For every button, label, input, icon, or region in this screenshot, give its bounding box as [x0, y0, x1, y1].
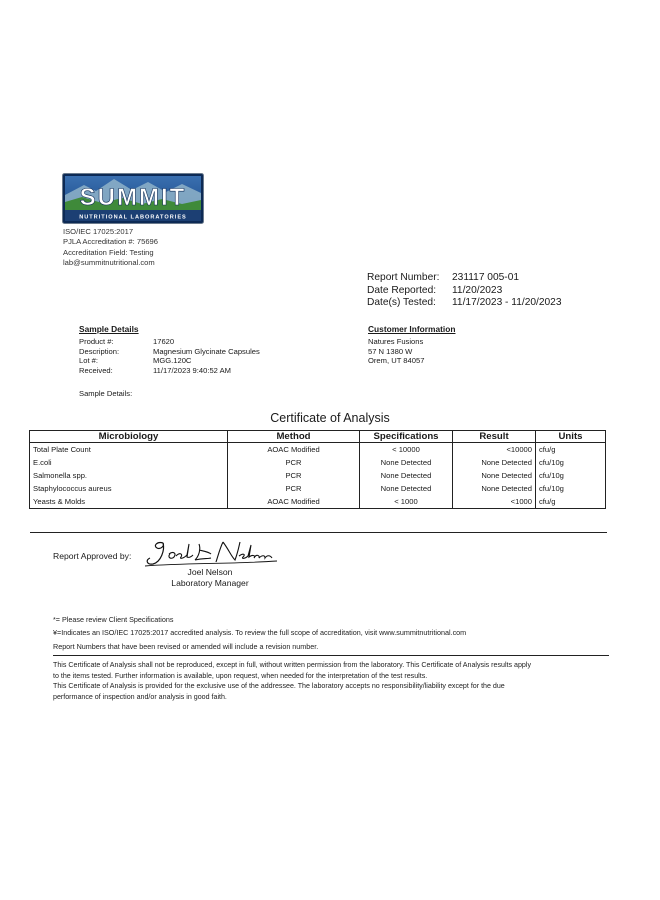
- lot-label: Lot #:: [79, 356, 98, 366]
- header-result: Result: [453, 431, 536, 443]
- disclaimer-line: This Certificate of Analysis is provided for the exclusive use of the addressee. The laboratory accepts no responsibility/liability except for the due: [53, 682, 505, 690]
- results-table: [29, 430, 606, 509]
- lot-value: MGG.120C: [153, 356, 192, 366]
- lab-accreditation-iso: ISO/IEC 17025:2017: [63, 227, 134, 236]
- test-method: AOAC Modified: [228, 495, 360, 509]
- product-value: 17620: [153, 337, 175, 346]
- product-label: Product #:: [79, 337, 114, 346]
- table-row: [30, 495, 606, 509]
- sample-detail-row: [79, 366, 260, 376]
- header-microbiology: Microbiology: [30, 431, 228, 443]
- dates-tested-value: 11/17/2023 - 11/20/2023: [452, 297, 562, 308]
- lab-accreditation-field: Accreditation Field: Testing: [63, 247, 154, 257]
- test-name: Yeasts & Molds: [30, 495, 228, 509]
- date-reported-row: [367, 285, 562, 298]
- customer-address-city: Orem, UT 84057: [368, 356, 425, 366]
- sample-details: [79, 337, 260, 375]
- test-name: Staphylococcus aureus: [30, 482, 228, 495]
- test-specification: < 1000: [360, 495, 453, 509]
- date-reported-label: Date Reported:: [367, 284, 437, 296]
- test-result: <10000: [453, 443, 536, 457]
- customer-address-street: 57 N 1380 W: [368, 346, 413, 356]
- test-specification: None Detected: [360, 469, 453, 482]
- test-method: PCR: [228, 469, 360, 482]
- dates-tested-row: [367, 297, 562, 310]
- sample-details-title: Sample Details: [79, 324, 139, 334]
- test-units: cfu/10g: [536, 469, 606, 482]
- test-units: cfu/g: [536, 443, 606, 457]
- sample-detail-row: [79, 356, 260, 366]
- header-specifications: Specifications: [360, 431, 453, 443]
- disclaimer: [53, 660, 613, 702]
- test-name: E.coli: [30, 456, 228, 469]
- test-result: None Detected: [453, 469, 536, 482]
- test-units: cfu/10g: [536, 456, 606, 469]
- customer-info-title: Customer Information: [368, 324, 456, 334]
- coa-title: Certificate of Analysis: [270, 411, 390, 425]
- received-label: Received:: [79, 365, 113, 375]
- disclaimer-line: to the items tested. Further information is available, upon request, when needed for the interpretation of the test results.: [53, 671, 428, 680]
- svg-text:SUMMIT: SUMMIT: [79, 184, 187, 211]
- test-result: <1000: [453, 495, 536, 509]
- table-row: [30, 482, 606, 495]
- disclaimer-line: This Certificate of Analysis shall not be reproduced, except in full, without written permission from the laboratory. This Certificate of Analysis results apply: [53, 661, 531, 669]
- note-revision: Report Numbers that have been revised or amended will include a revision number.: [53, 642, 319, 651]
- note-client-specs: *= Please review Client Specifications: [53, 615, 174, 624]
- customer-name: Natures Fusions: [368, 337, 424, 346]
- test-units: cfu/10g: [536, 482, 606, 495]
- lab-accreditation-pjla: PJLA Accreditation #: 75696: [63, 237, 158, 247]
- divider: [53, 655, 609, 656]
- test-specification: < 10000: [360, 443, 453, 457]
- results-header-row: [30, 431, 606, 443]
- disclaimer-line: performance of inspection and/or analysis in good faith.: [53, 692, 227, 701]
- sample-details-extra-label: Sample Details:: [79, 389, 133, 398]
- table-row: [30, 469, 606, 482]
- divider: [30, 532, 607, 533]
- customer-info: [368, 337, 424, 366]
- table-row: [30, 443, 606, 457]
- date-reported-value: 11/20/2023: [452, 284, 503, 296]
- header-units: Units: [536, 431, 606, 443]
- test-method: PCR: [228, 456, 360, 469]
- summit-logo: [62, 173, 204, 224]
- header-method: Method: [228, 431, 360, 443]
- report-number-row: [367, 272, 562, 285]
- sample-detail-row: [79, 347, 260, 357]
- sample-detail-row: [79, 337, 260, 347]
- signer-name: Joel Nelson: [187, 567, 233, 577]
- test-specification: None Detected: [360, 456, 453, 469]
- test-result: None Detected: [453, 482, 536, 495]
- test-specification: None Detected: [360, 482, 453, 495]
- dates-tested-label: Date(s) Tested:: [367, 297, 436, 308]
- test-method: AOAC Modified: [228, 443, 360, 457]
- approved-by-label: Report Approved by:: [53, 551, 132, 561]
- lab-email: lab@summitnutritional.com: [63, 257, 155, 267]
- report-number-label: Report Number:: [367, 272, 440, 283]
- received-value: 11/17/2023 9:40:52 AM: [153, 365, 231, 375]
- signer: [160, 567, 260, 588]
- note-accreditation: ¥=Indicates an ISO/IEC 17025:2017 accredited analysis. To review the full scope of accreditation, visit www.summitnutritional.com: [53, 628, 467, 637]
- test-name: Salmonella spp.: [30, 469, 228, 482]
- test-units: cfu/g: [536, 495, 606, 509]
- table-row: [30, 456, 606, 469]
- svg-text:NUTRITIONAL LABORATORIES: NUTRITIONAL LABORATORIES: [79, 214, 187, 221]
- report-info: [367, 272, 562, 310]
- test-name: Total Plate Count: [30, 443, 228, 457]
- lab-info: [63, 227, 158, 268]
- description-value: Magnesium Glycinate Capsules: [153, 346, 260, 356]
- test-method: PCR: [228, 482, 360, 495]
- description-label: Description:: [79, 346, 120, 356]
- signer-title: Laboratory Manager: [171, 577, 249, 588]
- report-number-value: 231117 005-01: [452, 272, 520, 283]
- test-result: None Detected: [453, 456, 536, 469]
